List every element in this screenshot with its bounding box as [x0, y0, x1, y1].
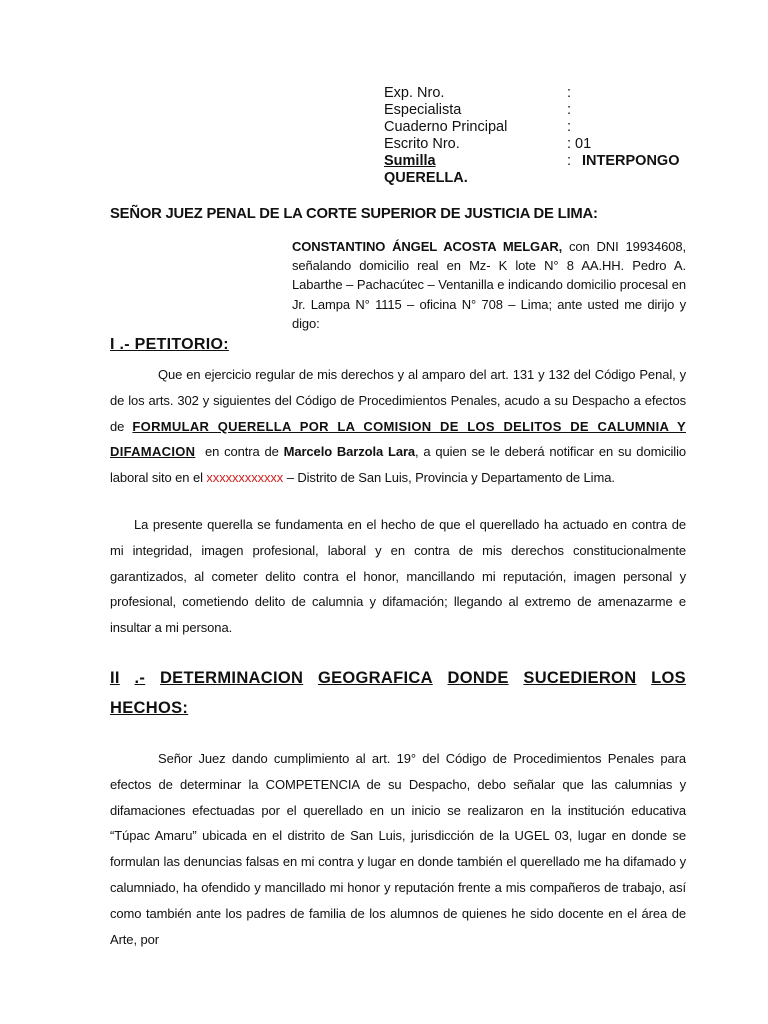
exp-value: : [567, 85, 572, 101]
s2-heading-w7: LOS [651, 669, 686, 687]
querellado-name: Marcelo Barzola Lara [283, 444, 416, 460]
querella-title: FORMULAR QUERELLA POR LA COMISION DE LOS DELITOS DE CALUMNIA Y DIFAMACION [110, 418, 686, 460]
s2-heading-w2: .- [134, 669, 146, 687]
header-row-escrito [384, 136, 686, 153]
party-identification [292, 237, 686, 333]
sumilla-value: INTERPONGO [582, 153, 680, 169]
s2-p1-text: Señor Juez dando cumplimiento al art. 19° del Código de Procedimientos Penales para efectos de determinar la COMPETENCIA de su Despacho, debo señalar que las calumnias y difamaciones efectuadas por el querellado en un inicio se realizaron en la institución educativa “Túpac Amaru” ubicada en el distrito de San Luis, jurisdicción de la UGEL 03, lugar en donde se formulan las denuncias falsas en mi contra y lugar en donde también el querellado me ha difamado y calumniado, ha ofendido y mancillado mi honor y reputación frente a mis compañeros de trabajo, así como también ante los padres de familia de los alumnos de quienes he sido docente en el área de Arte, por [110, 751, 686, 947]
header-row-especialista [384, 102, 686, 119]
section-1-paragraph-1 [110, 362, 686, 491]
section-2-paragraph-1 [110, 746, 686, 952]
addressee-heading: SEÑOR JUEZ PENAL DE LA CORTE SUPERIOR DE JUSTICIA DE LIMA: [110, 206, 598, 222]
s2-heading-w3: DETERMINACION [159, 669, 304, 687]
party-details: con DNI 19934608, señalando domicilio real en Mz- K lote N° 8 AA.HH. Pedro A. Labarthe – Pachacútec – Ventanilla e indicando domicilio procesal en Jr. Lampa N° 1115 – oficina N° 708 – Lima; ante usted me dirijo y digo: [292, 239, 686, 331]
exp-label: Exp. Nro. [384, 85, 445, 101]
party-name: CONSTANTINO ÁNGEL ACOSTA MELGAR, [292, 239, 563, 254]
sumilla-colon: : [567, 153, 572, 169]
p1-text-c: , a quien se le deberá notificar en su domicilio laboral sito en el [110, 444, 686, 486]
section-1-heading: I .- PETITORIO: [110, 336, 229, 353]
s2-heading-w6: SUCEDIERON [523, 669, 637, 687]
case-header [384, 85, 686, 187]
redacted-address: xxxxxxxxxxxx [206, 470, 284, 486]
s2-heading-w5: DONDE [447, 669, 509, 687]
header-row-cuaderno [384, 119, 686, 136]
s2-heading-w1: II [110, 669, 120, 687]
s2-heading-w4: GEOGRAFICA [317, 669, 433, 687]
especialista-label: Especialista [384, 102, 462, 118]
escrito-value: : 01 [567, 136, 592, 152]
header-row-exp [384, 85, 686, 102]
especialista-value: : [567, 102, 572, 118]
p2-text: La presente querella se fundamenta en el hecho de que el querellado ha actuado en contra de mi integridad, imagen profesional, laboral y en contra de mis derechos constitucionalmente garantizados, al cometer delito contra el honor, mancillando mi reputación, imagen personal y profesional, cometiendo delito de calumnia y difamación; llegando al extremo de amenazarme e insultar a mi persona. [110, 517, 686, 636]
s2-heading-line2: HECHOS: [110, 699, 189, 717]
p1-text-a: Que en ejercicio regular de mis derechos y al amparo del art. 131 y 132 del Código Penal, y de los arts. 302 y siguientes del Código de Procedimientos Penales, acudo a su Despacho a efectos de [110, 367, 686, 434]
cuaderno-value: : [567, 119, 572, 135]
p1-text-b: en contra de [195, 444, 284, 460]
escrito-label: Escrito Nro. [384, 136, 460, 152]
sumilla-label: Sumilla [384, 153, 436, 169]
section-1-paragraph-2 [110, 512, 686, 641]
section-2-heading [110, 663, 686, 723]
cuaderno-label: Cuaderno Principal [384, 119, 508, 135]
sumilla-value-continued: QUERELLA. [384, 170, 468, 186]
p1-text-d: – Distrito de San Luis, Provincia y Departamento de Lima. [283, 470, 615, 486]
header-row-sumilla [384, 153, 686, 170]
